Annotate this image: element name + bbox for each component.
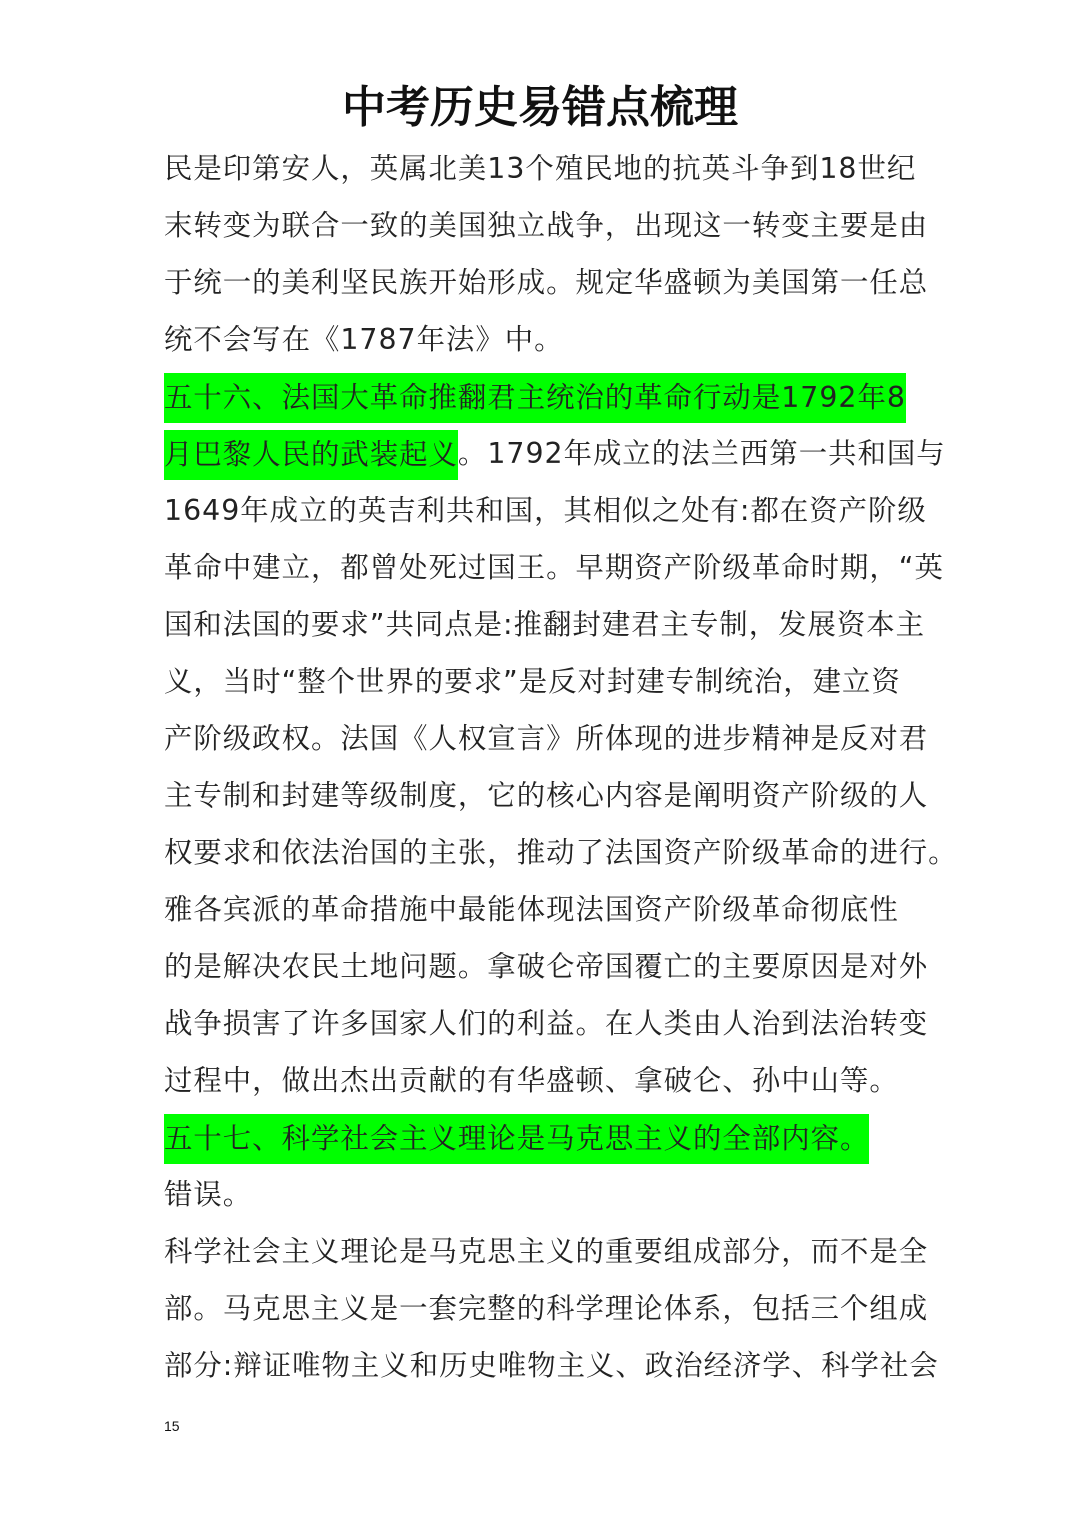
line-text: 战争损害了许多国家人们的利益。在人类由人治到法治转变 (164, 1007, 929, 1040)
line-text: 1649年成立的英吉利共和国，其相似之处有:都在资产阶级 (164, 494, 927, 527)
text-line (164, 1109, 944, 1166)
text-line (164, 710, 944, 767)
text-line (164, 938, 944, 995)
line-text: 科学社会主义理论是马克思主义的重要组成部分，而不是全 (164, 1235, 929, 1268)
line-text: 雅各宾派的革命措施中最能体现法国资产阶级革命彻底性 (164, 893, 899, 926)
text-line (164, 197, 944, 254)
document-body (164, 140, 958, 1394)
text-line (164, 881, 944, 938)
document-title: 中考历史易错点梳理 (342, 82, 738, 133)
line-text: 部。马克思主义是一套完整的科学理论体系，包括三个组成 (164, 1292, 929, 1325)
answer-text: 错误。 (164, 1178, 253, 1211)
highlighted-heading-56: 五十六、法国大革命推翻君主统治的革命行动是1792年8 (164, 373, 906, 423)
line-text: 过程中，做出杰出贡献的有华盛顿、拿破仑、孙中山等。 (164, 1064, 899, 1097)
line-text: 国和法国的要求”共同点是:推翻封建君主专制，发展资本主 (164, 608, 926, 641)
text-line (164, 767, 944, 824)
line-text: 统不会写在《1787年法》中。 (164, 323, 564, 356)
text-line (164, 539, 944, 596)
text-line (164, 482, 944, 539)
line-text: 权要求和依法治国的主张，推动了法国资产阶级革命的进行。 (164, 836, 958, 869)
text-line (164, 425, 944, 482)
line-text: 部分:辩证唯物主义和历史唯物主义、政治经济学、科学社会 (164, 1349, 939, 1382)
text-line (164, 1052, 944, 1109)
text-line (164, 824, 958, 881)
text-line (164, 311, 944, 368)
text-line (164, 368, 944, 425)
page-number: 15 (164, 1418, 180, 1434)
line-text: 产阶级政权。法国《人权宣言》所体现的进步精神是反对君 (164, 722, 929, 755)
line-text: 的是解决农民土地问题。拿破仑帝国覆亡的主要原因是对外 (164, 950, 929, 983)
text-line (164, 1166, 944, 1223)
line-text: 于统一的美利坚民族开始形成。规定华盛顿为美国第一任总 (164, 266, 929, 299)
line-text: 义，当时“整个世界的要求”是反对封建专制统治，建立资 (164, 665, 901, 698)
text-line (164, 596, 944, 653)
highlighted-heading-56-cont: 月巴黎人民的武装起义 (164, 430, 458, 480)
line-text: 民是印第安人，英属北美13个殖民地的抗英斗争到18世纪 (164, 152, 917, 185)
line-text: 。1792年成立的法兰西第一共和国与 (457, 437, 946, 470)
line-text: 末转变为联合一致的美国独立战争，出现这一转变主要是由 (164, 209, 929, 242)
text-line (164, 1280, 944, 1337)
text-line (164, 995, 944, 1052)
line-text: 革命中建立，都曾处死过国王。早期资产阶级革命时期，“英 (164, 551, 944, 584)
highlighted-heading-57: 五十七、科学社会主义理论是马克思主义的全部内容。 (164, 1114, 869, 1164)
text-line (164, 254, 944, 311)
text-line (164, 1223, 944, 1280)
text-line (164, 140, 944, 197)
text-line (164, 653, 944, 710)
text-line (164, 1337, 944, 1394)
line-text: 主专制和封建等级制度，它的核心内容是阐明资产阶级的人 (164, 779, 929, 812)
